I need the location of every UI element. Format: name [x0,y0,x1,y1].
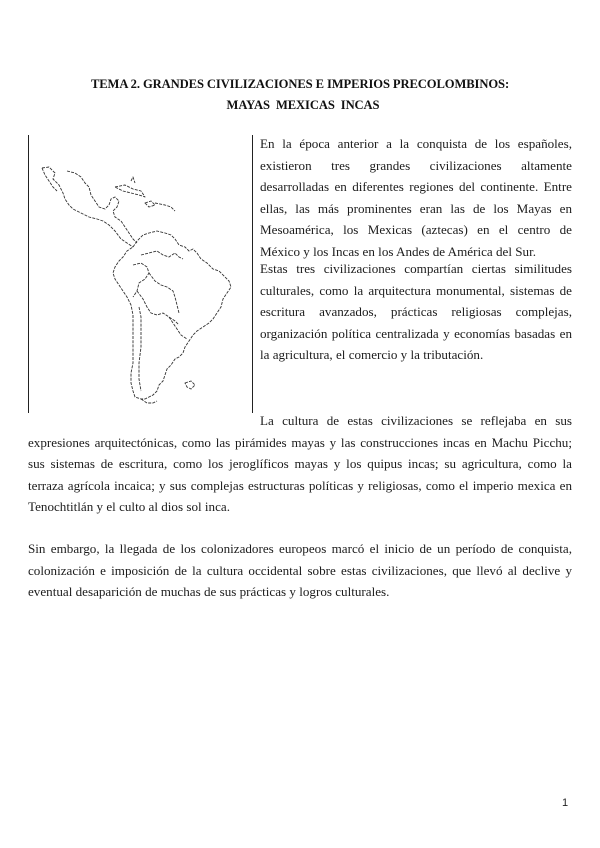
paragraph-similarities: Estas tres civilizaciones compartían ciertas similitudes culturales, como la arquitectura monumental, sistemas de escritura avanzados, prácticas religiosas complejas, organización política centralizada y economías basadas en la agricultura, el comercio y la tributación. [260,261,572,362]
page-number: 1 [562,797,569,809]
paragraph-culture: La cultura de estas civilizaciones se reflejaba en sus expresiones arquitectónicas, como las pirámides mayas y las construcciones incas en Machu Picchu; sus sistemas de escritura, como los jeroglíficos mayas y los quipus incas; su agricultura, como la terraza agrícola incaica; y sus complejas estructuras políticas y religiosas, como el imperio mexica en Tenochtitlán y el culto al dios sol inca. [28,413,572,514]
latin-america-map-icon [29,135,251,413]
document-title-line-2: MAYAS MEXICAS INCAS [226,98,380,112]
document-title-line-1: TEMA 2. GRANDES CIVILIZACIONES E IMPERIOS PRECOLOMBINOS: [90,77,510,91]
paragraph-conquest: Sin embargo, la llegada de los colonizadores europeos marcó el inicio de un período de conquista, colonización e imposición de la cultura occidental sobre estas civilizaciones, que llevó al declive y eventual desaparición de muchas de sus prácticas y logros culturales. [28,541,572,599]
paragraph-intro: En la época anterior a la conquista de los españoles, existieron tres grandes civilizaciones altamente desarrolladas en diferentes regiones del continente. Entre ellas, las más prominentes eran las de los Mayas en Mesoamérica, los Mexicas (aztecas) en el centro de México y los Incas en los Andes de América del Sur. [260,136,572,259]
latin-america-map-figure [28,135,253,413]
